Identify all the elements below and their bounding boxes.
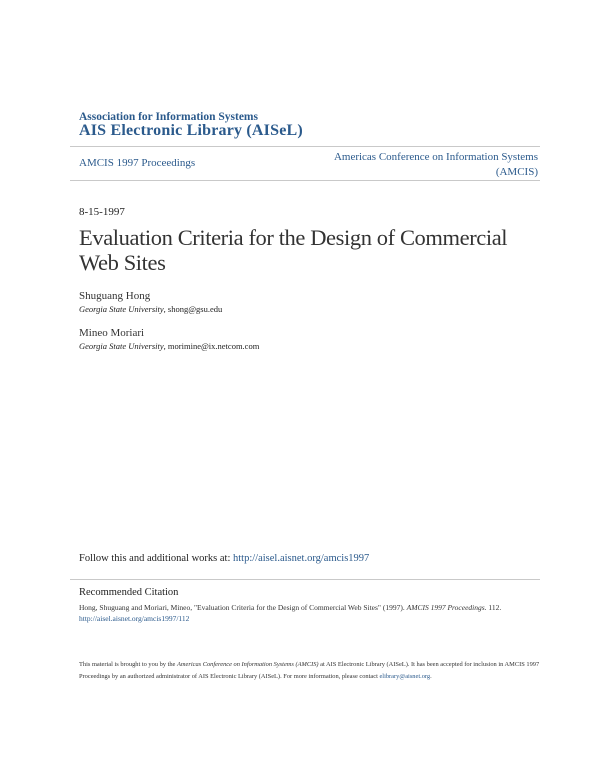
proceedings-link[interactable]: AMCIS 1997 Proceedings: [79, 157, 196, 169]
notice-end: .: [430, 672, 432, 680]
library-name: AIS Electronic Library (AISeL): [79, 122, 303, 139]
author-email[interactable]: shong@gsu.edu: [167, 304, 223, 314]
publication-date: 8-15-1997: [79, 206, 125, 218]
author-block: [79, 290, 222, 314]
collection-link[interactable]: http://aisel.aisnet.org/amcis1997: [233, 553, 370, 564]
notice-conference: Americas Conference on Information Systems (AMCIS): [176, 661, 319, 668]
author-name[interactable]: Shuguang Hong: [79, 290, 151, 302]
author-block: [79, 327, 259, 351]
follow-text: Follow this and additional works at:: [79, 553, 233, 564]
author-name[interactable]: Mineo Moriari: [79, 327, 145, 339]
notice-text: This material is brought to you by the: [79, 661, 177, 668]
divider-citation: [70, 579, 540, 580]
contact-email-link[interactable]: elibrary@aisnet.org: [379, 672, 431, 680]
citation-suffix: . 112.: [484, 603, 502, 612]
affiliation-name: Georgia State University: [79, 341, 164, 351]
follow-line: [79, 553, 369, 564]
recommended-citation-heading: Recommended Citation: [79, 587, 179, 598]
citation-source: AMCIS 1997 Proceedings: [406, 603, 485, 612]
divider-bottom: [70, 180, 540, 181]
citation-link[interactable]: http://aisel.aisnet.org/amcis1997/112: [79, 614, 190, 623]
conference-link[interactable]: Americas Conference on Information Systems (AMCIS): [333, 151, 538, 178]
org-name: Association for Information Systems: [79, 111, 258, 123]
notice-text: at AIS Electronic Library (AISeL). It has been accepted for inclusion in AMCIS 1997 Proceedings by an authorized administrator of AIS Electronic Library (AISeL). For more information, please contact: [79, 661, 540, 680]
paper-title: Evaluation Criteria for the Design of Commercial Web Sites: [79, 225, 508, 275]
citation-text: [79, 602, 539, 624]
citation-prefix: Hong, Shuguang and Moriari, Mineo, "Evaluation Criteria for the Design of Commercial Web Sites" (1997).: [79, 603, 407, 612]
divider-top: [70, 146, 540, 147]
author-email[interactable]: morimine@ix.netcom.com: [167, 341, 260, 351]
author-affiliation: Georgia State University, morimine@ix.netcom.com: [79, 341, 260, 351]
availability-notice: [79, 659, 541, 682]
affiliation-name: Georgia State University: [79, 304, 164, 314]
author-affiliation: Georgia State University, shong@gsu.edu: [79, 304, 223, 314]
